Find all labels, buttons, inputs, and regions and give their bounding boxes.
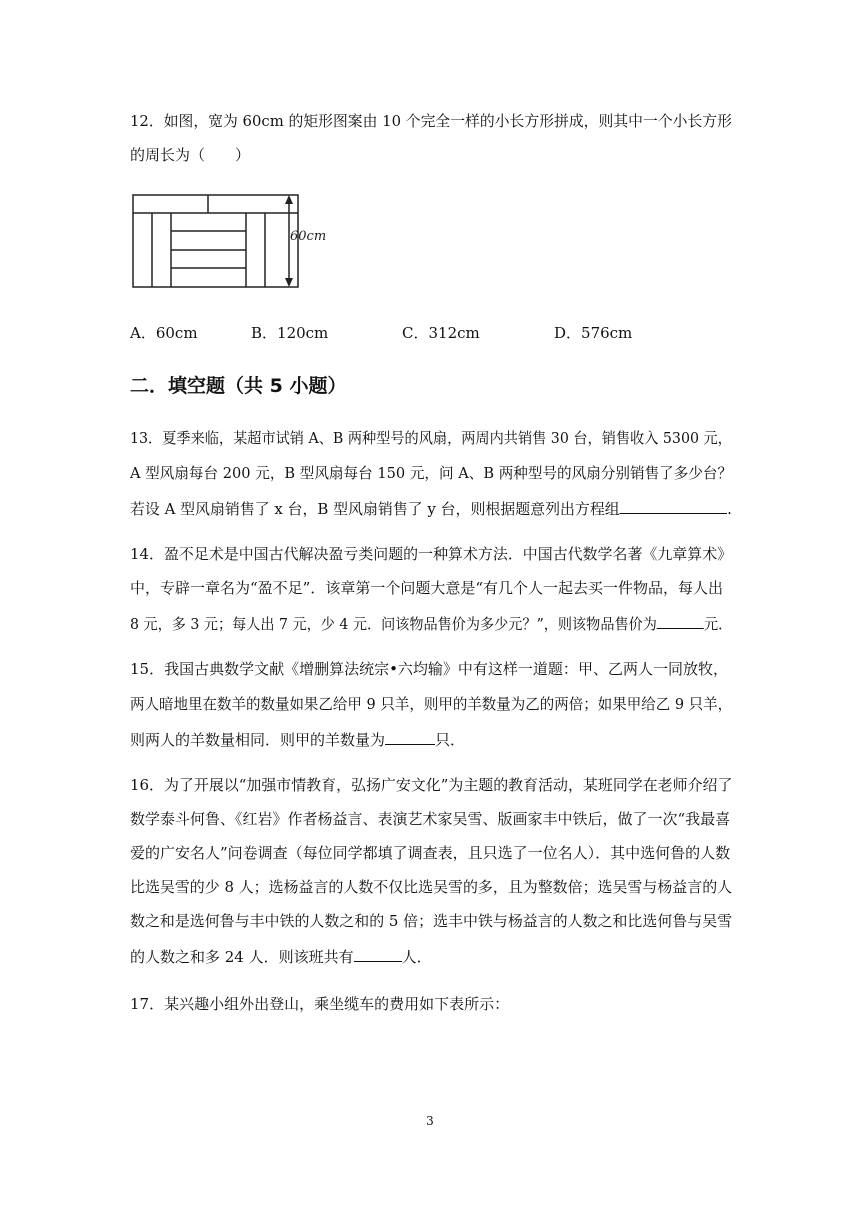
page-number: 3 (426, 1114, 434, 1128)
q14-line-1: 14．盈不足术是中国古代解决盈亏类问题的一种算术方法．中国古代数学名著《九章算术》 (130, 545, 733, 563)
q13-line-3 (130, 497, 732, 519)
q12-option-b: B．120cm (251, 324, 329, 342)
q14-line-2: 中，专辟一章名为“盈不足”．该章第一个问题大意是“有几个人一起去买一件物品，每人出 (130, 579, 724, 597)
q15-line-3-end: 只． (435, 731, 466, 749)
q14-line-3-text: 8 元，多 3 元；每人出 7 元，少 4 元．问该物品售价为多少元？”，则该物品售价为 (130, 615, 657, 633)
q16-line-4: 比选吴雪的少 8 人；选杨益言的人数不仅比选吴雪的多，且为整数倍；选吴雪与杨益言的人 (130, 878, 733, 896)
q16-line-5: 数之和是选何鲁与丰中铁的人数之和的 5 倍；选丰中铁与杨益言的人数之和比选何鲁与吴雪 (130, 912, 733, 930)
rectangle-figure (128, 190, 338, 295)
q13-line-1: 13．夏季来临，某超市试销 A、B 两种型号的风扇，两周内共销售 30 台，销售收入 5300 元， (130, 429, 732, 447)
q16-answer-blank[interactable] (354, 945, 402, 962)
q15-line-1: 15．我国古典数学文献《增删算法统宗•六均输》中有这样一道题：甲、乙两人一同放牧， (130, 660, 728, 678)
figure-dimension-label: 60cm (290, 229, 327, 244)
q16-line-2: 数学泰斗何鲁、《红岩》作者杨益言、表演艺术家吴雪、版画家丰中铁后，做了一次“我最喜 (130, 810, 731, 828)
q16-line-6-end: 人． (401, 948, 432, 966)
q13-line-2: A 型风扇每台 200 元，B 型风扇每台 150 元，问 A、B 两种型号的风扇分别销售了多少台？ (130, 464, 733, 482)
q15-line-2: 两人暗地里在数羊的数量如果乙给甲 9 只羊，则甲的羊数量为乙的两倍；如果甲给乙 9 只羊， (130, 695, 733, 713)
arrow-head-bottom (285, 278, 293, 287)
q14-line-3-end: 元． (703, 615, 733, 633)
q13-answer-blank[interactable] (620, 497, 727, 514)
q14-answer-blank[interactable] (657, 612, 704, 629)
q12-option-d: D．576cm (554, 324, 633, 342)
q16-line-6-text: 的人数之和多 24 人．则该班共有 (130, 948, 354, 966)
q12-option-a: A．60cm (130, 324, 198, 342)
q16-line-1: 16．为了开展以“加强市情教育，弘扬广安文化”为主题的教育活动，某班同学在老师介绍了 (130, 776, 733, 794)
q12-line-2: 的周长为（ ） (130, 146, 251, 164)
q17-line-1: 17．某兴趣小组外出登山，乘坐缆车的费用如下表所示： (130, 995, 510, 1013)
q14-line-3 (130, 612, 732, 634)
q12-option-c: C．312cm (402, 324, 480, 342)
outer-rectangle (133, 195, 298, 287)
arrow-head-top (285, 195, 293, 204)
q12-line-1: 12．如图，宽为 60cm 的矩形图案由 10 个完全一样的小长方形拼成，则其中一个小长方形 (130, 112, 732, 130)
q16-line-3: 爱的广安名人”问卷调查（每位同学都填了调查表，且只选了一位名人）．其中选何鲁的人数 (130, 844, 731, 862)
q15-answer-blank[interactable] (385, 728, 435, 745)
q16-line-6 (130, 945, 432, 967)
q15-line-3-text: 则两人的羊数量相同．则甲的羊数量为 (130, 731, 386, 749)
q13-line-3-text: 若设 A 型风扇销售了 x 台，B 型风扇销售了 y 台，则根据题意列出方程组 (130, 500, 620, 518)
q13-line-3-end: . (727, 500, 732, 518)
q15-line-3 (130, 728, 465, 750)
section-heading: 二．填空题（共 5 小题） (130, 375, 347, 397)
